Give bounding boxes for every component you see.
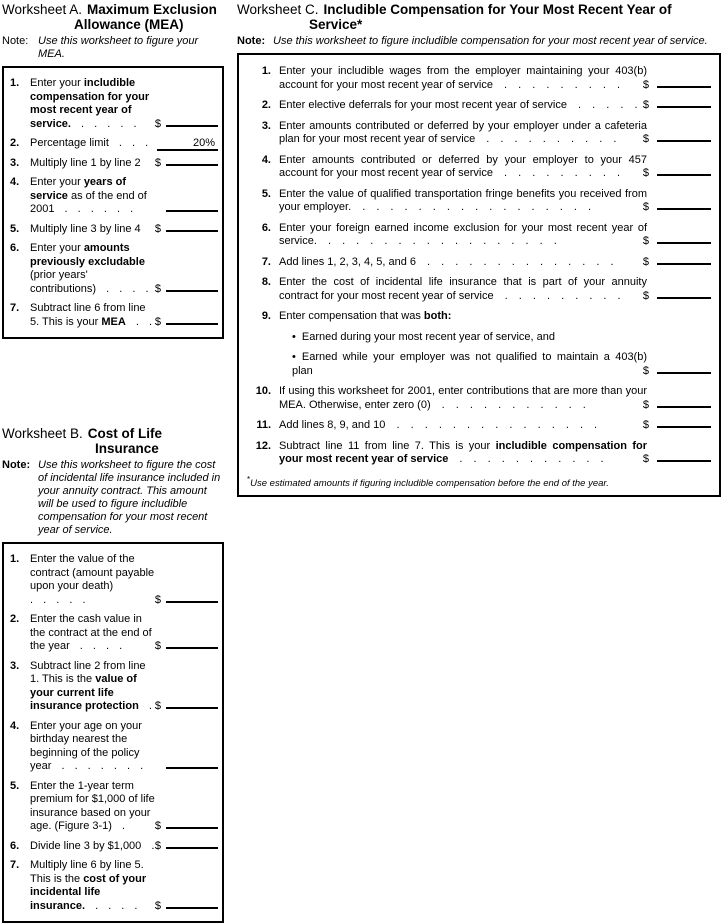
item-text-part: Enter the cost of incidental life insurance that is part of your annuity contract for your most recent year of service — [279, 276, 647, 302]
dollar-sign: $ — [642, 201, 649, 213]
line-item — [245, 65, 711, 92]
item-number: 8. — [261, 276, 271, 288]
dollar-sign: $ — [154, 282, 161, 295]
entry-line — [657, 237, 711, 244]
amount-field — [643, 365, 711, 379]
entry-line — [166, 596, 218, 603]
amount-field — [155, 316, 218, 330]
note-text: Use this worksheet to figure your MEA. — [38, 35, 199, 60]
worksheet-b-title — [2, 426, 224, 456]
worksheet-c-title-line2: Service* — [309, 17, 363, 32]
dot-leader: . . . . . . . — [51, 760, 144, 772]
item-number: 2. — [10, 613, 20, 625]
dot-leader: . . . . . — [70, 117, 137, 130]
dot-leader: . . . . . — [566, 99, 638, 111]
item-number — [245, 351, 271, 378]
item-text-part: Earned during your most recent year of service, and — [301, 330, 555, 343]
dot-leader: . — [111, 820, 126, 832]
dot-leader: . . . . — [96, 282, 149, 295]
dollar-sign: $ — [642, 453, 649, 465]
entry-line — [657, 101, 711, 108]
dollar-sign: $ — [154, 640, 161, 652]
item-text-part: Enter elective deferrals for your most recent year of service — [279, 99, 567, 111]
dollar-sign: $ — [154, 315, 161, 328]
bullet-item — [245, 331, 711, 345]
item-number: 6. — [261, 221, 271, 234]
item-text-part: Enter amounts contributed or deferred by your employer under a cafeteria plan for your most recent year of service — [279, 119, 647, 145]
bullet-icon: • — [292, 351, 296, 363]
item-text-part: Enter your includible wages from the employer maintaining your 403(b) account for your most recent year of service — [279, 65, 647, 91]
line-item — [10, 302, 218, 329]
dot-leader: . . . . . . — [54, 203, 134, 215]
line-item — [10, 553, 218, 607]
dot-leader: . . . . . . . . . . . — [430, 398, 586, 411]
item-text-bold: years of service — [30, 176, 127, 202]
item-number: 3. — [10, 156, 20, 169]
item-text-part: Subtract line 6 from line 5. This is your — [30, 302, 146, 328]
item-text — [279, 310, 711, 324]
item-text-part: Multiply line 3 by line 4 — [30, 222, 141, 235]
footnote-text: Use estimated amounts if figuring includible compensation before the end of the year. — [250, 477, 609, 489]
dollar-sign: $ — [154, 820, 161, 832]
item-text-part: as of the end of 2001 — [30, 189, 147, 215]
worksheet-b-box — [2, 542, 224, 923]
dot-leader: . . . — [108, 137, 149, 149]
worksheet-a-title-line2: Allowance (MEA) — [74, 17, 184, 32]
dollar-sign: $ — [642, 235, 649, 247]
item-number: 6. — [10, 242, 20, 254]
item-text-bold: amounts previously excludable — [30, 242, 145, 268]
item-text-part: Enter compensation that was — [279, 310, 424, 322]
dot-leader: . . . . . . . . . — [492, 167, 620, 179]
line-item — [245, 99, 711, 113]
item-text-part: Enter your age on your birthday nearest the beginning of the policy year — [30, 719, 142, 772]
item-number: 7. — [10, 859, 20, 871]
amount-field — [643, 235, 711, 249]
item-number: 3. — [10, 659, 20, 672]
line-item — [10, 242, 218, 296]
right-column — [237, 2, 721, 497]
entry-line — [166, 822, 218, 829]
entry-line — [166, 642, 218, 649]
item-text-part: Enter the cash value in the contract at the end of the year — [30, 613, 152, 652]
item-number: 5. — [10, 222, 20, 235]
line-item — [10, 720, 218, 774]
item-number: 11. — [256, 419, 271, 431]
item-number: 3. — [261, 119, 271, 132]
entry-line — [166, 842, 218, 849]
footnote-asterisk: * — [247, 474, 251, 484]
entry-line — [657, 455, 711, 462]
amount-field — [166, 203, 218, 217]
amount-field — [155, 118, 218, 132]
worksheet-b-note — [2, 459, 224, 537]
item-number: 4. — [10, 719, 20, 732]
note-label: Note: — [237, 35, 266, 47]
item-number: 5. — [261, 187, 271, 200]
entry-line — [166, 762, 218, 769]
note-label: Note: — [2, 459, 31, 471]
dot-leader: . . . . . . . . . . . . . . . — [385, 419, 598, 431]
dollar-sign: $ — [154, 593, 161, 606]
line-item — [10, 157, 218, 171]
item-number: 6. — [10, 839, 20, 852]
entry-line — [166, 159, 218, 166]
item-text-part: Subtract line 2 from line 1. This is the — [30, 659, 146, 685]
dot-leader: . . . . — [85, 899, 138, 912]
line-item — [10, 137, 218, 151]
item-text-bold: both: — [423, 310, 452, 322]
dollar-sign: $ — [642, 167, 649, 179]
amount-field — [643, 99, 711, 113]
dot-leader: . . . . . . . . . . — [475, 133, 617, 145]
amount-field — [166, 760, 218, 774]
line-item — [10, 660, 218, 714]
worksheet-c-title — [237, 2, 721, 32]
worksheet-a-section — [2, 2, 224, 339]
line-item — [245, 310, 711, 324]
entry-line — [657, 421, 711, 428]
line-item — [10, 223, 218, 237]
item-text-part: Subtract line 11 from line 7. This is your — [279, 439, 496, 452]
prefilled-entry-line: 20% — [157, 137, 218, 151]
item-text-bold: MEA — [101, 315, 126, 328]
entry-line — [166, 285, 218, 292]
dot-leader: . — [141, 839, 155, 852]
item-text-bold: includible compensation for your most recent year of service — [279, 439, 647, 465]
amount-field — [155, 157, 218, 171]
amount-field — [643, 201, 711, 215]
dot-leader: . . . . . . . . . . . . . . . . . — [351, 201, 592, 213]
entry-line — [166, 225, 218, 232]
worksheet-a-box — [2, 66, 224, 339]
item-number: 12. — [255, 439, 271, 452]
line-item — [245, 256, 711, 270]
entry-line — [657, 169, 711, 176]
amount-field — [157, 137, 218, 151]
line-item — [245, 120, 711, 147]
item-text-part: If using this worksheet for 2001, enter contributions that are more than your MEA. Otherwise, enter zero (0) — [279, 385, 647, 411]
dollar-sign: $ — [642, 99, 649, 111]
dot-leader: . . . . . . . . . . . . . . — [415, 255, 614, 268]
entry-line — [166, 902, 218, 909]
item-number: 1. — [10, 77, 20, 89]
dot-leader: . . . . . . . . . — [493, 289, 621, 302]
entry-line — [657, 292, 711, 299]
dot-leader: . . — [125, 315, 153, 328]
amount-field — [643, 79, 711, 93]
dollar-sign: $ — [154, 700, 161, 712]
amount-field — [643, 290, 711, 304]
entry-line — [657, 258, 711, 265]
line-item — [245, 419, 711, 433]
line-item — [10, 77, 218, 131]
dollar-sign: $ — [642, 419, 649, 431]
amount-field — [643, 167, 711, 181]
line-item — [245, 154, 711, 181]
worksheet-b-title-line2: Insurance — [95, 441, 159, 456]
item-text-part: Enter the value of the contract (amount payable upon your death) — [30, 553, 155, 592]
amount-field — [643, 419, 711, 433]
dollar-sign: $ — [154, 839, 161, 852]
amount-field — [155, 283, 218, 297]
item-text-part: Enter the value of qualified transportation fringe benefits you received from your employer. — [279, 187, 647, 213]
line-item — [10, 780, 218, 834]
item-number: 4. — [261, 153, 271, 166]
dollar-sign: $ — [154, 222, 161, 235]
line-item — [245, 276, 711, 303]
dot-leader: . . . . . — [30, 593, 86, 606]
item-text-part: Earned while your employer was not qualified to maintain a 403(b) plan — [292, 351, 647, 377]
item-text-part: Add lines 8, 9, and 10 — [279, 419, 386, 431]
item-number: 1. — [261, 65, 271, 77]
item-text-part: Multiply line 1 by line 2 — [30, 156, 141, 169]
left-column — [2, 2, 224, 912]
line-item — [10, 613, 218, 654]
amount-field — [155, 840, 218, 854]
entry-line — [657, 81, 711, 88]
line-item — [10, 859, 218, 913]
item-number: 5. — [10, 779, 20, 792]
item-number: 1. — [10, 553, 20, 565]
item-text-part: Enter your — [30, 77, 84, 89]
note-label: Note: — [2, 35, 29, 47]
note-text: Use this worksheet to figure includible compensation for your most recent year of service. — [273, 35, 708, 47]
worksheet-c-box — [237, 53, 721, 497]
item-text — [279, 331, 711, 345]
amount-field — [155, 640, 218, 654]
worksheet-b-title-line1: Cost of Life — [87, 426, 163, 441]
dollar-sign: $ — [154, 117, 161, 130]
item-text-part: Enter your — [30, 242, 84, 254]
item-text-part: Add lines 1, 2, 3, 4, 5, and 6 — [279, 255, 416, 268]
worksheet-b-section — [2, 426, 224, 923]
item-number: 4. — [10, 176, 20, 188]
dollar-sign: $ — [642, 78, 649, 91]
amount-field — [155, 900, 218, 914]
item-text-part: Enter your foreign earned income exclusion for your most recent year of service. — [279, 221, 647, 247]
item-text-part: Enter amounts contributed or deferred by your employer to your 457 account for your most recent year of service — [279, 153, 647, 179]
worksheet-c-rows — [245, 65, 711, 467]
amount-field — [155, 594, 218, 608]
item-number: 9. — [261, 310, 271, 322]
dollar-sign: $ — [642, 364, 649, 377]
line-item — [245, 440, 711, 467]
entry-line — [657, 367, 711, 374]
item-number: 2. — [261, 99, 271, 111]
line-item — [10, 176, 218, 217]
worksheet-a-title-line1: Maximum Exclusion — [87, 2, 217, 17]
dollar-sign: $ — [642, 255, 649, 268]
note-text: Use this worksheet to figure the cost of incidental life insurance included in your annuity contract. This amount will be used to figure includible compensation for your most recent year of service. — [38, 459, 221, 536]
entry-line — [657, 135, 711, 142]
item-text-bold: includible compensation for your most recent year of service. — [30, 77, 150, 130]
worksheet-c-title-line1: Includible Compensation for Your Most Recent Year of — [323, 2, 672, 17]
line-item — [10, 840, 218, 854]
dot-leader: . . . . . . . . . — [492, 78, 620, 91]
item-number: 2. — [10, 137, 20, 149]
worksheet-a-note — [2, 35, 224, 61]
item-text-part: (prior years' contributions) — [30, 269, 97, 295]
dot-leader: . . . . . . . . . . . . . . . . . — [316, 235, 557, 247]
worksheet-b-label: Worksheet B. — [2, 426, 83, 441]
amount-field — [643, 256, 711, 270]
dollar-sign: $ — [642, 398, 649, 411]
dollar-sign: $ — [154, 899, 161, 912]
worksheet-c-label: Worksheet C. — [237, 2, 319, 17]
amount-field — [155, 700, 218, 714]
item-number: 7. — [10, 302, 20, 314]
worksheet-a-label: Worksheet A. — [2, 2, 83, 17]
line-item — [245, 222, 711, 249]
amount-field — [643, 133, 711, 147]
item-text-part: Multiply line 6 by line 5. This is the — [30, 859, 144, 885]
item-text-part: Percentage limit — [30, 137, 109, 149]
entry-line — [657, 401, 711, 408]
entry-line — [166, 318, 218, 325]
entry-line — [657, 203, 711, 210]
worksheet-c-footnote — [247, 474, 711, 490]
entry-line — [166, 702, 218, 709]
amount-field — [155, 820, 218, 834]
item-text-bold: value of your current life insurance protection — [30, 673, 139, 712]
line-item — [245, 385, 711, 412]
item-text-part: Enter the 1-year term premium for $1,000 of life insurance based on your age. (Figure 3-1) — [30, 779, 155, 832]
item-text-part: Enter your — [30, 176, 84, 188]
item-number: 10. — [255, 385, 271, 397]
amount-field — [155, 223, 218, 237]
dot-leader: . . . . — [69, 640, 123, 652]
worksheet-c-section — [237, 2, 721, 497]
line-item — [245, 188, 711, 215]
item-text-part: Divide line 3 by $1,000 — [30, 839, 142, 852]
item-text-bold: cost of your incidental life insurance. — [30, 872, 147, 912]
worksheet-a-title — [2, 2, 224, 32]
amount-field — [643, 399, 711, 413]
worksheet-c-note — [237, 35, 721, 48]
bullet-item — [245, 351, 711, 378]
item-number — [245, 331, 271, 345]
dollar-sign: $ — [642, 289, 649, 302]
dot-leader: . — [138, 700, 152, 712]
entry-line — [166, 205, 218, 212]
amount-field — [643, 453, 711, 467]
dot-leader: . . . . . . . . . . . — [448, 453, 604, 465]
dollar-sign: $ — [642, 133, 649, 145]
bullet-icon: • — [292, 330, 296, 343]
dollar-sign: $ — [154, 156, 161, 169]
item-number: 7. — [261, 255, 271, 268]
entry-line — [166, 120, 218, 127]
